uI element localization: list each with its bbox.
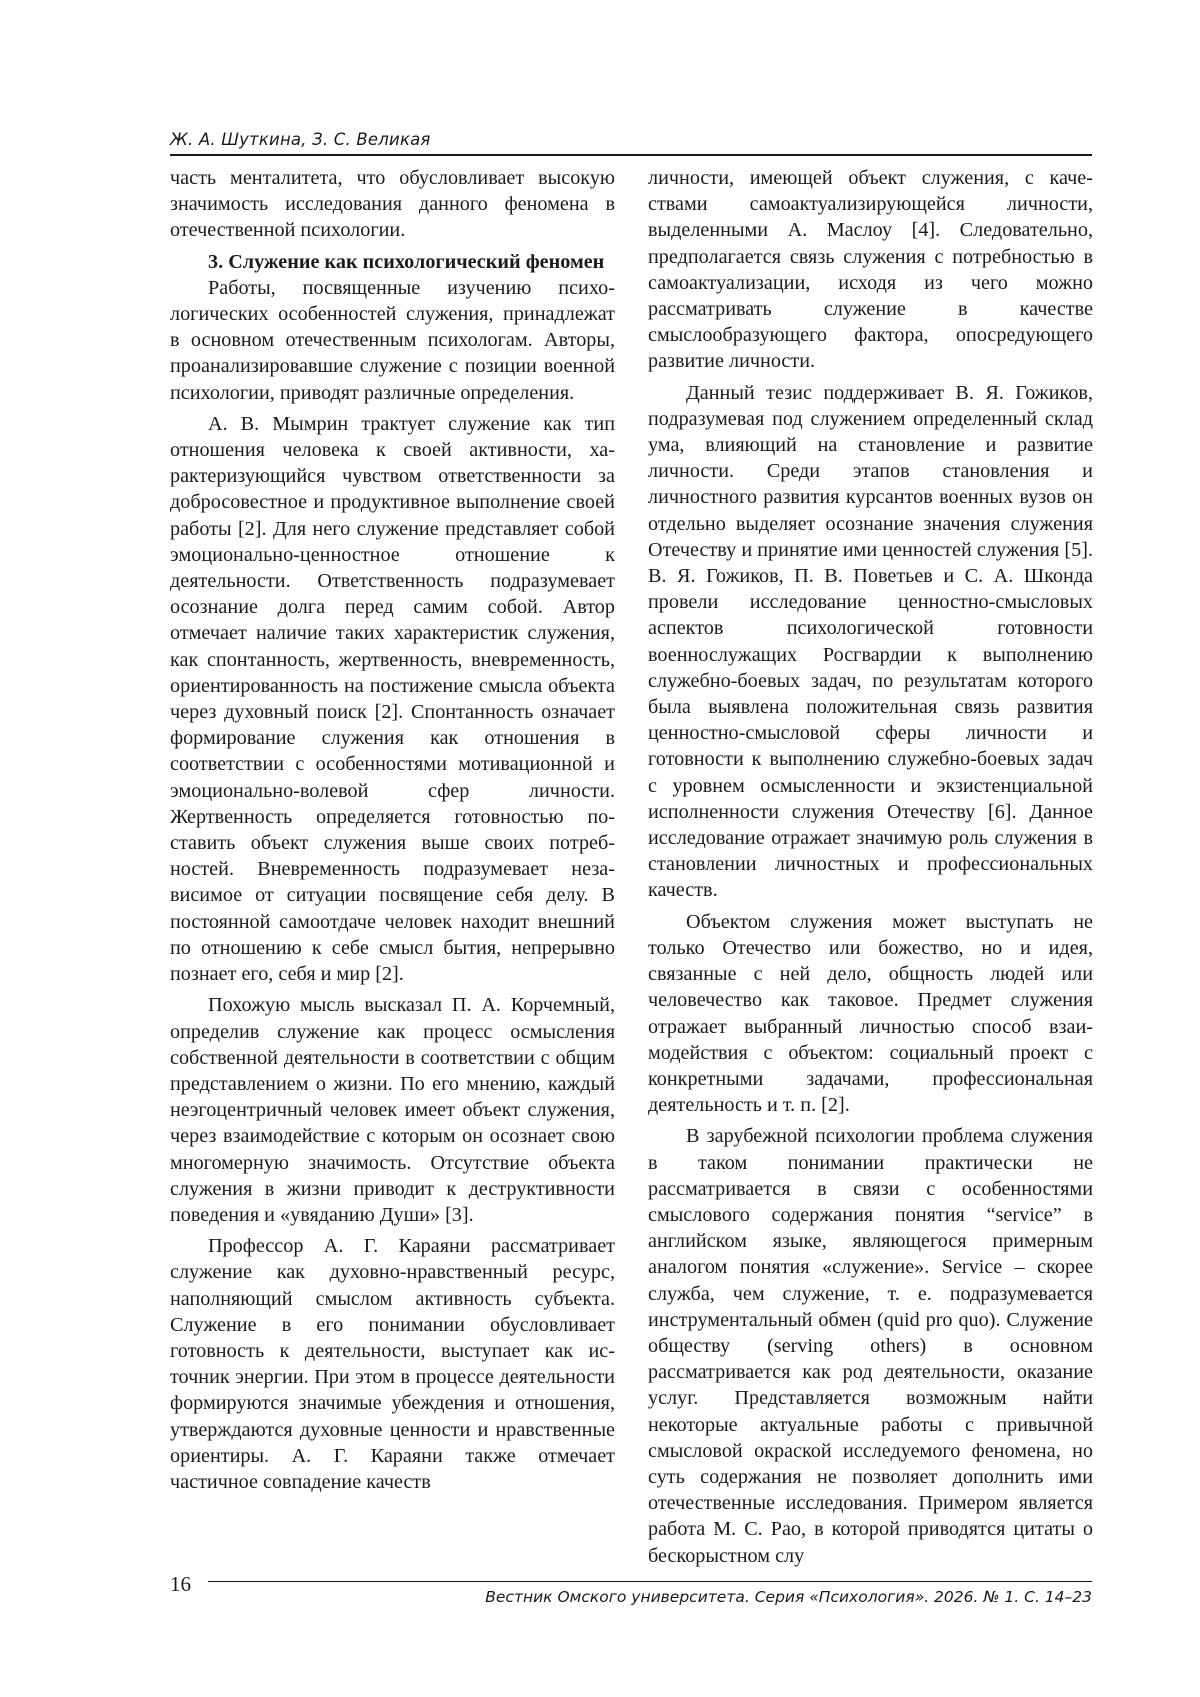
- footer-divider: [208, 1581, 1092, 1582]
- left-column: [170, 165, 615, 1500]
- paragraph: В зарубежной психологии проблема служения в таком понимании практически не рассматривается в связи с особенностями смыслового содержания понятия “service” в английском языке, являющегося примерным аналогом понятия «служение». Service – скорее служба, чем служение, т. е. подразумевается инструментальный обмен (quid pro quo). Служение обществу (serving others) в основном рассматривается как род деятельности, оказание услуг. Представляется возможным найти некоторые актуальные работы с привычной смысловой окраской исследуемого феномена, но суть содержания не позволяет дополнить ими отечественные исследования. Примером является работа М. С. Рао, в которой приводятся цитаты о бескорыстном слу: [648, 1125, 1093, 1567]
- paragraph: Объектом служения может выступать не только Отечество или божество, но и идея, связанные с ней дело, общность людей или человечество как таковое. Предмет служения отражает выбранный личностью способ взаимодействия с объектом: социальный проект с конкретными задачами, профессиональная деятельность и т. п. [2].: [648, 910, 1093, 1117]
- journal-reference: Вестник Омского университета. Серия «Психология». 2026. № 1. С. 14–23: [485, 1588, 1092, 1606]
- paragraph: А. В. Мымрин трактует служение как тип отношения человека к своей активности, характеризующийся чувством ответственности за добросовестное и продуктивное выполнение своей работы [2]. Для него служение представляет собой эмоционально-ценностное отношение к деятельности. Ответственность подразумевает осознание долга перед самим собой. Автор отмечает наличие таких характеристик служения, как спонтанность, жертвенность, вневременность, ориентированность на постижение смысла объекта через духовный поиск [2]. Спонтанность означает формирование служения как отношения в соответствии с особенностями мотивационной и эмоционально-волевой сфер личности. Жертвенность определяется готовностью поставить объект служения выше своих потребностей. Вневременность подразумевает независимое от ситуации посвящение себя делу. В постоянной самоотдаче человек находит внешний по отношению к себе смысл бытия, непрерывно познает его, себя и мир [2].: [170, 412, 615, 986]
- paragraph: Работы, посвященные изучению психологических особенностей служения, принадлежат в основном отечественным психологам. Авторы, проанализировавшие служение с позиции военной психологии, приводят различные определения.: [170, 276, 615, 404]
- running-header-authors: Ж. А. Шуткина, З. С. Великая: [170, 130, 431, 149]
- page-number: 16: [170, 1572, 191, 1596]
- section-heading: 3. Служение как психологический феномен: [208, 250, 605, 273]
- paragraph: личности, имеющей объект служения, с качествами самоактуализирующейся личности, выделенными А. Маслоу [4]. Следовательно, предполагается связь служения с потребностью в самоактуализации, исходя из чего можно рассматривать служение в качестве смыслообразующего фактора, опосредующего развитие личности.: [648, 167, 1093, 373]
- paragraph: Профессор А. Г. Караяни рассматривает служение как духовно-нравственный ресурс, наполняющий смыслом активность субъекта. Служение в его понимании обусловливает готовность к деятельности, выступает как источник энергии. При этом в процессе деятельности формируются значимые убеждения и отношения, утверждаются духовные ценности и нравственные ориентиры. А. Г. Караяни также отмечает частичное совпадение качеств: [170, 1235, 615, 1493]
- paragraph: Данный тезис поддерживает В. Я. Гожиков, подразумевая под служением определенный склад ума, влияющий на становление и развитие личности. Среди этапов становления и личностного развития курсантов военных вузов он отдельно выделяет осознание значения служения Отечеству и принятие ими ценностей служения [5]. В. Я. Гожиков, П. В. Поветьев и С. А. Шконда провели исследование ценностно-смысловых аспектов психологической готовности военнослужащих Росгвардии к выполнению служебно-боевых задач, по результатам которого была выявлена положительная связь развития ценностно-смысловой сферы личности и готовности к выполнению служебно-боевых задач с уровнем осмысленности и экзистенциальной исполненности служения Отечеству [6]. Данное исследование отражает значимую роль служения в становлении личностных и профессиональных качеств.: [648, 381, 1093, 902]
- paragraph: часть менталитета, что обусловливает высокую значимость исследования данного феномена в отечественной психологии.: [170, 167, 615, 242]
- right-column: [648, 165, 1093, 1574]
- paragraph: Похожую мысль высказал П. А. Корчемный, определив служение как процесс осмысления собственной деятельности в соответствии с общим представлением о жизни. По его мнению, каждый неэгоцентричный человек имеет объект служения, через взаимодействие с которым он осознает свою многомерную значимость. Отсутствие объекта служения в жизни приводит к деструктивности поведения и «увяданию Души» [3].: [170, 994, 615, 1226]
- header-divider: [170, 154, 1092, 156]
